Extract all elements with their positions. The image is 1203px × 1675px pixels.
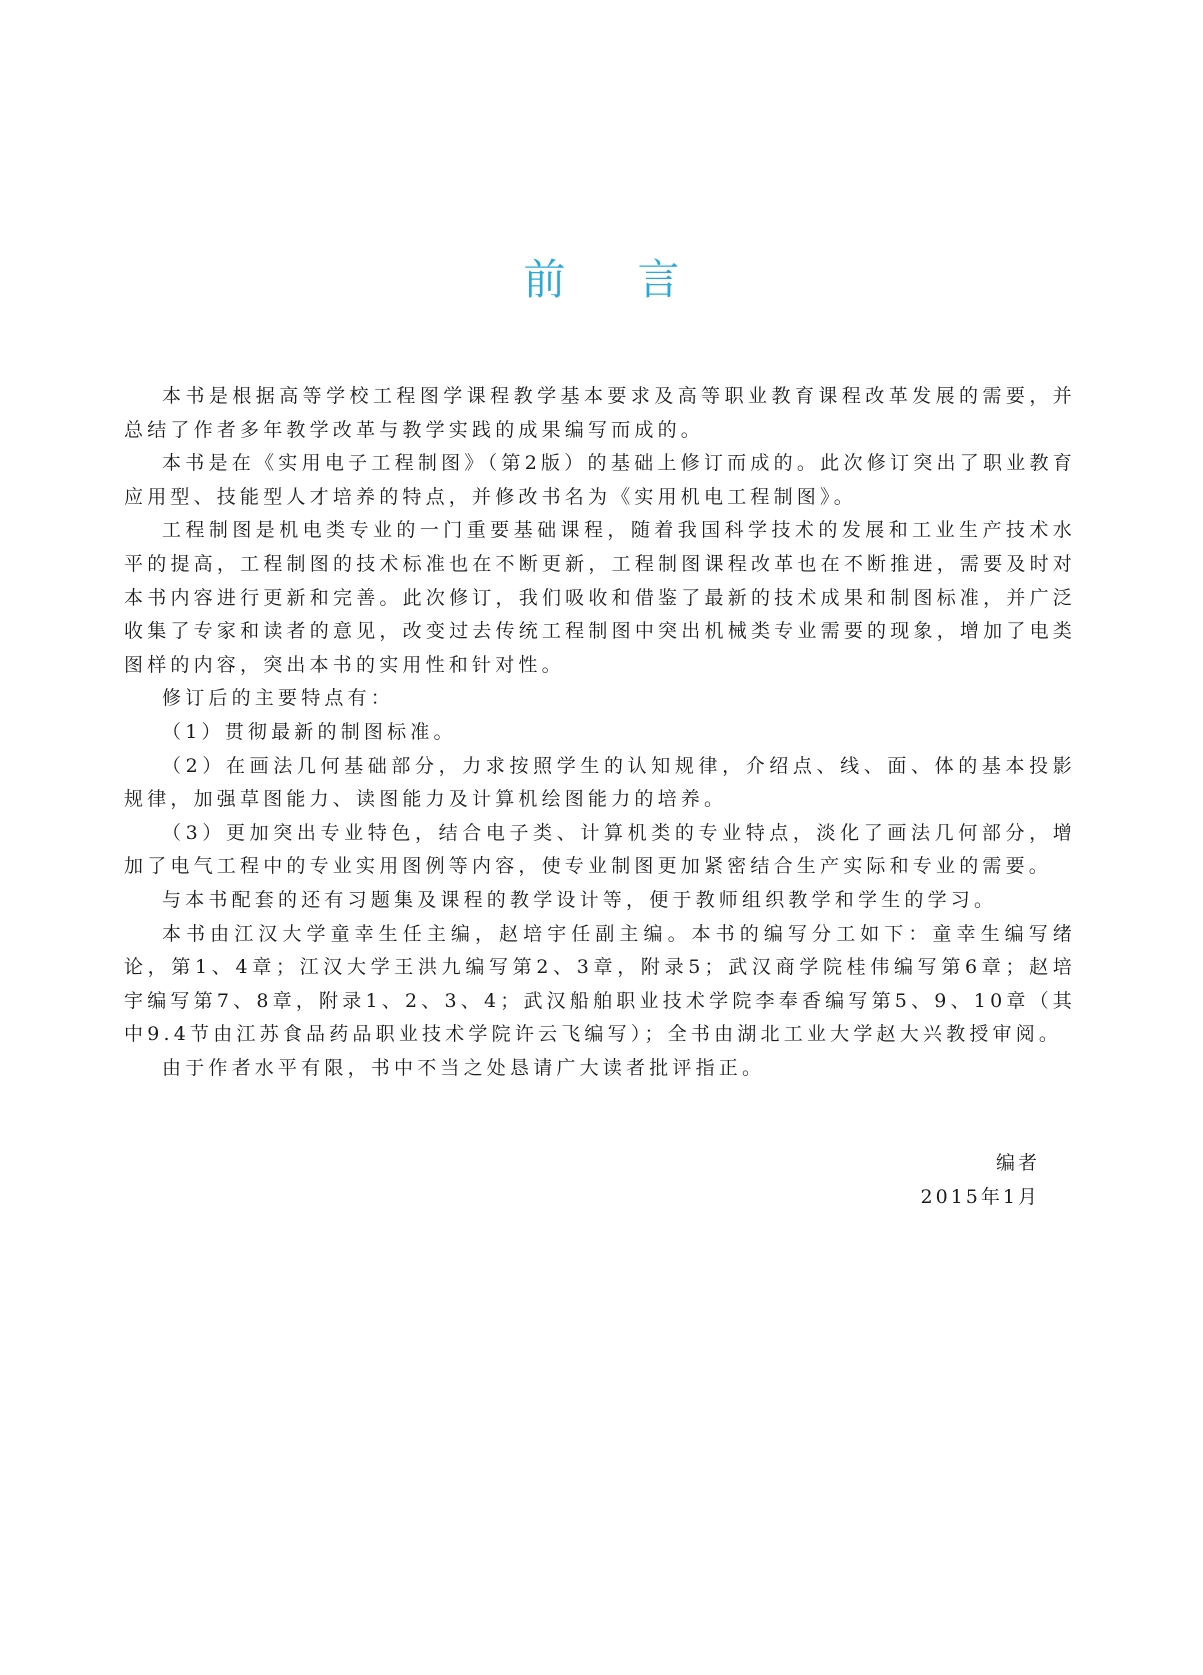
page-title: 前言 xyxy=(523,255,752,304)
paragraph-1: 本书是根据高等学校工程图学课程教学基本要求及高等职业教育课程改革发展的需要，并总结了作者多年教学改革与教学实践的成果编写而成的。 xyxy=(124,385,1076,441)
signature-editor: 编者 xyxy=(995,1152,1040,1174)
paragraph-6: （2）在画法几何基础部分，力求按照学生的认知规律，介绍点、线、面、体的基本投影规律，加强草图能力、读图能力及计算机绘图能力的培养。 xyxy=(124,754,1076,811)
signature-date: 2015年1月 xyxy=(920,1186,1040,1208)
paragraph-10: 由于作者水平有限，书中不当之处恳请广大读者批评指正。 xyxy=(162,1056,766,1079)
paragraph-8: 与本书配套的还有习题集及课程的教学设计等，便于教师组织教学和学生的学习。 xyxy=(162,888,998,911)
paragraph-2: 本书是在《实用电子工程制图》（第2版）的基础上修订而成的。此次修订突出了职业教育应用型、技能型人才培养的特点，并修改书名为《实用机电工程制图》。 xyxy=(124,452,1076,508)
preface-body xyxy=(124,380,1076,1085)
paragraph-5: （1）贯彻最新的制图标准。 xyxy=(162,720,457,743)
paragraph-7: （3）更加突出专业特色，结合电子类、计算机类的专业特点，淡化了画法几何部分，增加了电气工程中的专业实用图例等内容，使专业制图更加紧密结合生产实际和专业的需要。 xyxy=(124,821,1076,878)
paragraph-9: 本书由江汉大学童幸生任主编，赵培宇任副主编。本书的编写分工如下：童幸生编写绪论，第1、4章；江汉大学王洪九编写第2、3章，附录5；武汉商学院桂伟编写第6章；赵培宇编写第7、8章，附录1、2、3、4；武汉船舶职业技术学院李奉香编写第5、9、10章（其中9.4节由江苏食品药品职业技术学院许云飞编写）；全书由湖北工业大学赵大兴教授审阅。 xyxy=(124,922,1076,1046)
paragraph-4: 修订后的主要特点有： xyxy=(162,687,395,710)
paragraph-3: 工程制图是机电类专业的一门重要基础课程，随着我国科学技术的发展和工业生产技术水平的提高，工程制图的技术标准也在不断更新，工程制图课程改革也在不断推进，需要及时对本书内容进行更新和完善。此次修订，我们吸收和借鉴了最新的技术成果和制图标准，并广泛收集了专家和读者的意见，改变过去传统工程制图中突出机械类专业需要的现象，增加了电类图样的内容，突出本书的实用性和针对性。 xyxy=(124,519,1076,676)
